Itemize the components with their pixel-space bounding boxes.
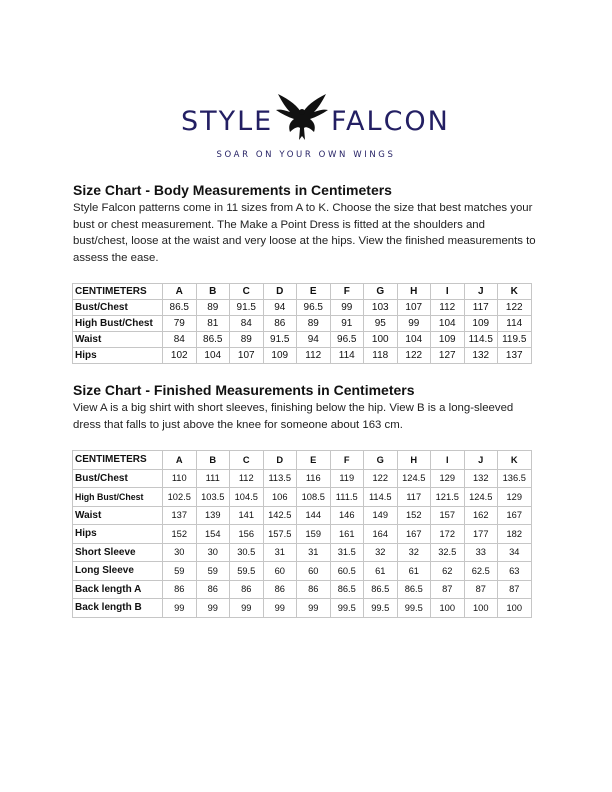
table-cell: 99 [330,300,364,316]
table-row [73,316,532,332]
table-cell: 60 [263,562,297,581]
table-cell: 91.5 [230,300,264,316]
table-cell: 146 [330,506,364,525]
table-cell: 104.5 [230,488,264,507]
table-row [73,488,532,507]
table-cell: 32 [397,543,431,562]
column-header: F [330,284,364,300]
table-cell: 79 [163,316,197,332]
table-cell: 86 [196,580,230,599]
row-label: Hips [73,525,163,544]
column-header: E [297,451,331,470]
table-cell: 60.5 [330,562,364,581]
table-cell: 177 [464,525,498,544]
table-cell: 109 [464,316,498,332]
table-row [73,300,532,316]
table-cell: 112 [297,348,331,364]
logo-word-falcon: FALCON [331,106,450,137]
column-header: I [431,451,465,470]
brand-tagline: SOAR ON YOUR OWN WINGS [216,150,396,160]
table-cell: 86 [263,580,297,599]
table-cell: 139 [196,506,230,525]
table-cell: 129 [498,488,532,507]
table-cell: 182 [498,525,532,544]
table-cell: 86.5 [364,580,398,599]
table-cell: 63 [498,562,532,581]
table-cell: 87 [498,580,532,599]
table-cell: 34 [498,543,532,562]
table-cell: 99.5 [330,599,364,618]
table-cell: 86 [263,316,297,332]
section2-title: Size Chart - Finished Measurements in Centimeters [73,382,415,398]
table-cell: 100 [498,599,532,618]
section1-title: Size Chart - Body Measurements in Centimeters [73,182,392,198]
column-header: E [297,284,331,300]
table-cell: 99 [163,599,197,618]
table-cell: 100 [464,599,498,618]
table-cell: 132 [464,469,498,488]
table-cell: 99 [263,599,297,618]
table-row [73,599,532,618]
table-cell: 30 [163,543,197,562]
row-label: Back length B [73,599,163,618]
table-cell: 157.5 [263,525,297,544]
table-cell: 112 [431,300,465,316]
table-cell: 59.5 [230,562,264,581]
table-cell: 111 [196,469,230,488]
table-cell: 84 [163,332,197,348]
column-header: D [263,284,297,300]
table-cell: 122 [364,469,398,488]
table-cell: 149 [364,506,398,525]
table-cell: 59 [196,562,230,581]
row-label: High Bust/Chest [73,488,163,507]
column-header: J [464,284,498,300]
table-cell: 102 [163,348,197,364]
table-cell: 129 [431,469,465,488]
table-cell: 137 [498,348,532,364]
finished-measurements-table [72,450,532,618]
table-row [73,332,532,348]
table-cell: 109 [431,332,465,348]
table-cell: 112 [230,469,264,488]
table-cell: 122 [397,348,431,364]
table-cell: 60 [297,562,331,581]
row-label: Bust/Chest [73,469,163,488]
table-row [73,562,532,581]
column-header: B [196,284,230,300]
table-cell: 109 [263,348,297,364]
table-cell: 144 [297,506,331,525]
table-cell: 89 [196,300,230,316]
logo-word-style: STYLE [181,106,274,137]
row-label: Short Sleeve [73,543,163,562]
column-header: J [464,451,498,470]
table-cell: 62.5 [464,562,498,581]
table-cell: 87 [431,580,465,599]
table-cell: 119 [330,469,364,488]
table-cell: 104 [196,348,230,364]
section1-paragraph: Style Falcon patterns come in 11 sizes from A to K. Choose the size that best matches your bust or chest measurement. The Make a Point Dress is fitted at the shoulders and bust/chest, loose at the waist and very loose at the hips. View the finished measurements to assess the ease. [73,202,536,264]
table-header-row [73,284,532,300]
table-cell: 107 [230,348,264,364]
table-cell: 117 [397,488,431,507]
column-header: C [230,451,264,470]
row-label: Hips [73,348,163,364]
table-cell: 121.5 [431,488,465,507]
table-cell: 99 [297,599,331,618]
table-cell: 30.5 [230,543,264,562]
table-cell: 152 [163,525,197,544]
table-cell: 84 [230,316,264,332]
table-cell: 127 [431,348,465,364]
row-label: Waist [73,332,163,348]
table-cell: 86 [163,580,197,599]
table-cell: 96.5 [330,332,364,348]
table-cell: 86 [230,580,264,599]
column-header: C [230,284,264,300]
table-cell: 59 [163,562,197,581]
column-header: A [163,451,197,470]
table-cell: 99 [196,599,230,618]
table-cell: 62 [431,562,465,581]
table-cell: 86 [297,580,331,599]
table-cell: 86.5 [196,332,230,348]
table-cell: 100 [364,332,398,348]
column-header: H [397,284,431,300]
column-header: D [263,451,297,470]
column-header: G [364,451,398,470]
table-cell: 154 [196,525,230,544]
column-header: F [330,451,364,470]
table-cell: 137 [163,506,197,525]
table-cell: 114 [498,316,532,332]
table-cell: 167 [498,506,532,525]
table-cell: 113.5 [263,469,297,488]
table-row [73,543,532,562]
column-header: K [498,284,532,300]
table-cell: 103 [364,300,398,316]
table-cell: 164 [364,525,398,544]
section2-paragraph: View A is a big shirt with short sleeves, finishing below the hip. View B is a long-sleeved dress that falls to just above the knee for someone about 163 cm. [73,402,514,431]
table-row [73,525,532,544]
table-cell: 157 [431,506,465,525]
table-cell: 91 [330,316,364,332]
column-header: I [431,284,465,300]
table-cell: 94 [263,300,297,316]
table-cell: 116 [297,469,331,488]
table-cell: 106 [263,488,297,507]
body-measurements-table [72,283,532,364]
column-header: H [397,451,431,470]
table-cell: 122 [498,300,532,316]
table-cell: 114.5 [464,332,498,348]
row-label: High Bust/Chest [73,316,163,332]
table-cell: 119.5 [498,332,532,348]
table-cell: 89 [297,316,331,332]
column-header: G [364,284,398,300]
column-header: K [498,451,532,470]
table-cell: 108.5 [297,488,331,507]
table-cell: 124.5 [464,488,498,507]
table-cell: 31 [263,543,297,562]
table-cell: 103.5 [196,488,230,507]
table-cell: 33 [464,543,498,562]
row-label: Back length A [73,580,163,599]
table-cell: 110 [163,469,197,488]
table-cell: 61 [364,562,398,581]
table-cell: 167 [397,525,431,544]
table-row [73,348,532,364]
table-cell: 99 [230,599,264,618]
brand-logo [0,92,612,172]
column-header: B [196,451,230,470]
table-row [73,580,532,599]
table-cell: 159 [297,525,331,544]
row-label: Long Sleeve [73,562,163,581]
table-cell: 117 [464,300,498,316]
table-cell: 32.5 [431,543,465,562]
table-cell: 100 [431,599,465,618]
table-cell: 114.5 [364,488,398,507]
table-cell: 107 [397,300,431,316]
table-row [73,506,532,525]
table-cell: 136.5 [498,469,532,488]
table-cell: 118 [364,348,398,364]
table-cell: 31.5 [330,543,364,562]
table-cell: 114 [330,348,364,364]
table-cell: 156 [230,525,264,544]
column-header: CENTIMETERS [73,451,163,470]
column-header: CENTIMETERS [73,284,163,300]
table-cell: 99.5 [364,599,398,618]
table-cell: 162 [464,506,498,525]
table-cell: 161 [330,525,364,544]
table-cell: 87 [464,580,498,599]
table-cell: 102.5 [163,488,197,507]
row-label: Bust/Chest [73,300,163,316]
table-cell: 89 [230,332,264,348]
table-cell: 91.5 [263,332,297,348]
table-cell: 32 [364,543,398,562]
table-cell: 132 [464,348,498,364]
column-header: A [163,284,197,300]
table-cell: 124.5 [397,469,431,488]
table-cell: 94 [297,332,331,348]
table-cell: 30 [196,543,230,562]
table-cell: 81 [196,316,230,332]
table-cell: 95 [364,316,398,332]
table-cell: 31 [297,543,331,562]
table-cell: 104 [397,332,431,348]
table-cell: 111.5 [330,488,364,507]
table-cell: 86.5 [163,300,197,316]
table-cell: 152 [397,506,431,525]
table-cell: 142.5 [263,506,297,525]
table-cell: 99.5 [397,599,431,618]
table-cell: 86.5 [397,580,431,599]
table-cell: 86.5 [330,580,364,599]
falcon-icon [272,92,332,144]
row-label: Waist [73,506,163,525]
table-cell: 96.5 [297,300,331,316]
table-header-row [73,451,532,470]
table-cell: 172 [431,525,465,544]
table-cell: 141 [230,506,264,525]
table-cell: 104 [431,316,465,332]
table-cell: 61 [397,562,431,581]
table-cell: 99 [397,316,431,332]
table-row [73,469,532,488]
